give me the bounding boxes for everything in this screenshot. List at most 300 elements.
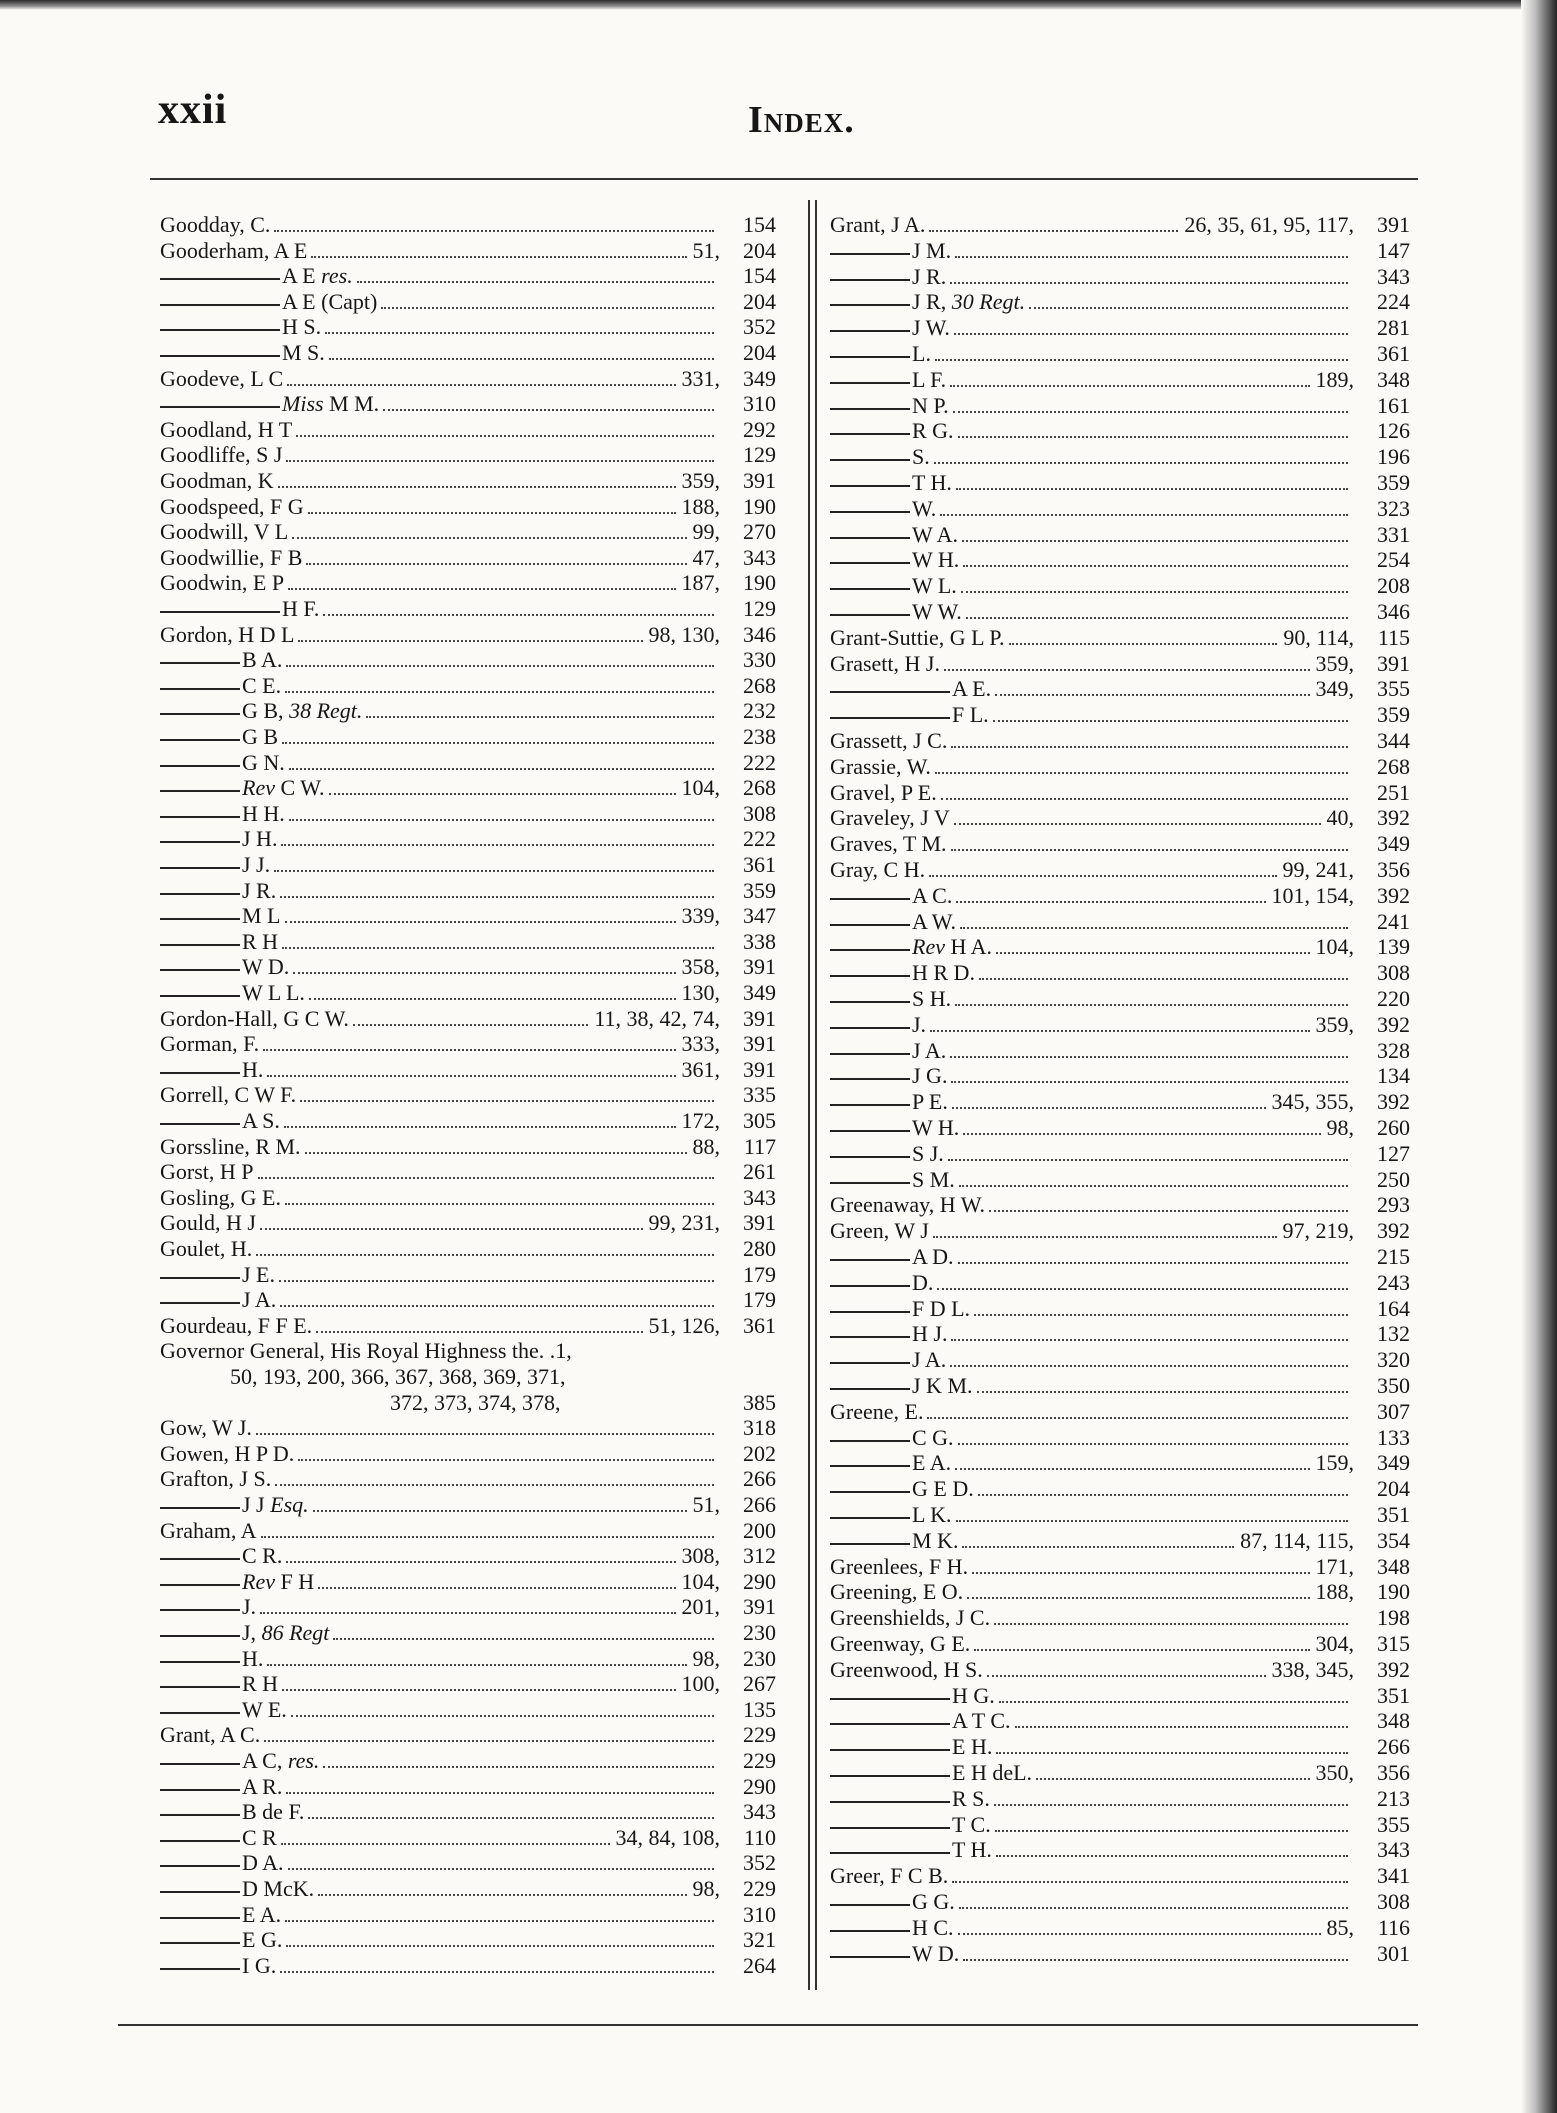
- dot-leader: [274, 230, 714, 232]
- index-entry: [160, 1338, 776, 1364]
- page-ref: 343: [1377, 263, 1410, 289]
- dot-leader: [953, 411, 1348, 413]
- entry-name: Greenway, G E.: [830, 1631, 971, 1656]
- entry-name: T C.: [952, 1811, 991, 1837]
- dot-leader: [999, 1701, 1348, 1703]
- dot-leader: [260, 1612, 675, 1614]
- continuation-dash: [830, 588, 910, 590]
- entry-name: E H.: [952, 1734, 993, 1760]
- entry-name: A E (Capt): [282, 288, 378, 314]
- entry-refs: 90, 114,: [1283, 624, 1354, 650]
- entry-name: Goodwillie, F B: [160, 544, 303, 570]
- entry-name: B A.: [242, 647, 283, 673]
- entry-name: Grasett, H J.: [830, 650, 940, 676]
- index-entry: [830, 341, 1410, 367]
- entry-refs: 172,: [681, 1108, 720, 1133]
- continuation-dash: [160, 1917, 240, 1919]
- dot-leader: [286, 665, 714, 667]
- entry-refs: 338, 345,: [1271, 1656, 1354, 1682]
- page-ref: 127: [1377, 1140, 1410, 1166]
- dot-leader: [978, 1494, 1348, 1496]
- page-ref: 196: [1377, 444, 1410, 470]
- page-ref: 385: [743, 1389, 776, 1415]
- entry-refs: 104,: [1315, 934, 1354, 960]
- dot-leader: [966, 617, 1348, 619]
- entry-name: Greenwood, H S.: [830, 1656, 983, 1682]
- dot-leader: [285, 921, 676, 923]
- page-ref: 147: [1377, 237, 1410, 263]
- entry-refs: 47,: [692, 544, 720, 570]
- continuation-dash: [830, 898, 910, 900]
- entry-name: H.: [242, 1645, 264, 1671]
- dot-leader: [951, 1339, 1348, 1341]
- entry-refs: 359,: [1315, 1011, 1354, 1037]
- index-entry: [160, 1799, 776, 1825]
- page-ref: 270: [743, 519, 776, 545]
- dot-leader: [941, 798, 1348, 800]
- entry-name: Gorman, F.: [160, 1031, 260, 1057]
- entry-name: A R.: [242, 1773, 283, 1799]
- continuation-dash: [160, 1277, 240, 1279]
- index-entry: [830, 1038, 1410, 1064]
- dot-leader: [955, 1468, 1309, 1470]
- page-ref: 356: [1377, 857, 1410, 882]
- index-entry: [160, 545, 776, 571]
- page-ref: 343: [743, 1184, 776, 1210]
- dot-leader: [318, 1587, 675, 1589]
- dot-leader: [286, 1945, 714, 1947]
- page-ref: 346: [1377, 599, 1410, 624]
- continuation-dash: [160, 1072, 240, 1074]
- continuation-dash: [830, 304, 910, 306]
- dot-leader: [311, 256, 686, 258]
- dot-leader: [291, 1715, 714, 1717]
- dot-leader: [994, 1804, 1348, 1806]
- page-ref: 361: [743, 852, 776, 877]
- entry-name: Grant, J A.: [830, 212, 926, 237]
- index-entry: [830, 547, 1410, 573]
- dot-leader: [292, 537, 686, 539]
- index-entry: [830, 651, 1410, 677]
- page-ref: 328: [1377, 1037, 1410, 1063]
- continuation-dash: [160, 1661, 240, 1663]
- page-ref: 204: [743, 237, 776, 263]
- page-ref: 359: [1377, 702, 1410, 728]
- continuation-dash: [830, 614, 910, 616]
- entry-name: W H.: [912, 547, 960, 573]
- page-ref: 135: [743, 1696, 776, 1722]
- index-entry: [160, 212, 776, 238]
- page-ref: 229: [743, 1748, 776, 1773]
- index-entry: [830, 444, 1410, 470]
- dot-leader: [366, 716, 714, 718]
- entry-name: M S.: [282, 340, 325, 365]
- page-ref: 238: [743, 724, 776, 749]
- entry-name: H J.: [912, 1321, 948, 1347]
- entry-name: G N.: [242, 749, 285, 775]
- continuation-dash: [160, 662, 240, 664]
- entry-name: A C.: [912, 882, 953, 908]
- dot-leader: [323, 614, 714, 616]
- dot-leader: [937, 1288, 1348, 1290]
- dot-leader: [309, 998, 676, 1000]
- index-entry: [830, 1476, 1410, 1502]
- dot-leader: [282, 742, 714, 744]
- entry-name: W D.: [912, 1940, 960, 1966]
- entry-name: G E D.: [912, 1476, 974, 1502]
- continuation-dash: [830, 1388, 910, 1390]
- page-ref: 139: [1377, 934, 1410, 960]
- dot-leader: [940, 514, 1348, 516]
- index-entry: [830, 1863, 1410, 1889]
- continuation-dash: [160, 688, 240, 690]
- index-entry: [160, 1620, 776, 1646]
- continuation-dash: [830, 1311, 910, 1313]
- index-entry: [830, 1683, 1410, 1709]
- top-rule: [150, 178, 1418, 180]
- dot-leader: [286, 460, 714, 462]
- page-ref: 359: [743, 877, 776, 903]
- page-ref: 266: [743, 1466, 776, 1492]
- dot-leader: [958, 1933, 1321, 1935]
- page-ref: 254: [1377, 547, 1410, 573]
- left-index-column: [160, 212, 776, 1992]
- dot-leader: [930, 1030, 1309, 1032]
- entry-name: L F.: [912, 366, 947, 392]
- page-ref: 190: [743, 493, 776, 519]
- index-entry: [830, 470, 1410, 496]
- page-ref: 293: [1377, 1192, 1410, 1218]
- page-ref: 310: [743, 1901, 776, 1927]
- entry-name: P E.: [912, 1089, 948, 1115]
- dot-leader: [279, 1280, 714, 1282]
- dot-leader: [951, 1081, 1348, 1083]
- entry-name: J M.: [912, 237, 952, 263]
- index-entry: [830, 1812, 1410, 1838]
- dot-leader: [286, 1792, 714, 1794]
- index-entry: [160, 852, 776, 878]
- page-ref: 129: [743, 596, 776, 621]
- index-entry: [160, 1825, 776, 1851]
- entry-name: Goodspeed, F G: [160, 493, 304, 519]
- entry-name: A E res.: [282, 263, 353, 289]
- index-entry: [830, 1450, 1410, 1476]
- entry-name: Goodeve, L C: [160, 365, 284, 391]
- continuation-dash: [160, 893, 240, 895]
- page-ref: 361: [743, 1312, 776, 1338]
- dot-leader: [952, 1881, 1348, 1883]
- page-ref: 292: [743, 416, 776, 442]
- index-entry: [830, 1734, 1410, 1760]
- index-entry: [830, 960, 1410, 986]
- entry-name: J A.: [912, 1037, 947, 1063]
- continuation-dash: [160, 304, 280, 306]
- book-spine-shadow: [1521, 0, 1557, 2113]
- continuation-dash: [830, 1259, 910, 1261]
- continuation-dash: [830, 253, 910, 255]
- continuation-dash: [160, 1942, 240, 1944]
- page-ref: 290: [743, 1773, 776, 1799]
- continuation-dash: [830, 459, 910, 461]
- page-ref: 250: [1377, 1166, 1410, 1192]
- page-ref: 110: [743, 1824, 776, 1850]
- page-ref: 117: [743, 1133, 776, 1159]
- index-entry: [160, 1415, 776, 1441]
- dot-leader: [280, 896, 714, 898]
- index-entry: [830, 1244, 1410, 1270]
- bottom-rule: [118, 2024, 1418, 2026]
- entry-name: Graves, T M.: [830, 831, 947, 857]
- dot-leader: [264, 1740, 714, 1742]
- dot-leader: [293, 972, 675, 974]
- entry-name: J.: [242, 1594, 257, 1620]
- page-ref: 222: [743, 749, 776, 775]
- page-ref: 230: [743, 1645, 776, 1671]
- continuation-dash: [830, 382, 910, 384]
- dot-leader: [950, 282, 1348, 284]
- continuation-dash: [160, 1302, 240, 1304]
- page-ref: 391: [743, 468, 776, 493]
- page-ref: 355: [1377, 676, 1410, 702]
- dot-leader: [329, 358, 714, 360]
- entry-name: A C, res.: [242, 1748, 320, 1773]
- dot-leader: [935, 772, 1348, 774]
- entry-name: J.: [912, 1011, 927, 1037]
- dot-leader: [285, 1920, 714, 1922]
- entry-name: Miss M M.: [282, 391, 380, 417]
- index-entry: [830, 676, 1410, 702]
- page-ref: 338: [743, 928, 776, 954]
- index-entry: [830, 1141, 1410, 1167]
- index-entry: [830, 1347, 1410, 1373]
- dot-leader: [963, 565, 1348, 567]
- scan-edge: [0, 0, 1557, 10]
- page-ref: 241: [1377, 908, 1410, 934]
- index-entry: [160, 1953, 776, 1979]
- page-ref: 343: [1377, 1837, 1410, 1863]
- entry-name: Gow, W J.: [160, 1415, 252, 1441]
- entry-name: B de F.: [242, 1799, 305, 1825]
- index-entry: [830, 1296, 1410, 1322]
- page-ref: 347: [743, 903, 776, 929]
- page-ref: 348: [1377, 366, 1410, 392]
- entry-name: H H.: [242, 800, 285, 826]
- entry-name: R S.: [952, 1785, 990, 1811]
- entry-name: S M.: [912, 1166, 955, 1192]
- dot-leader: [260, 1228, 643, 1230]
- index-entry: [160, 1185, 776, 1211]
- continuation-dash: [830, 924, 910, 926]
- continuation-dash: [830, 1001, 910, 1003]
- index-entry: [830, 1760, 1410, 1786]
- page-ref: 204: [1377, 1476, 1410, 1502]
- page-ref: 321: [743, 1927, 776, 1953]
- entry-name: Goodliffe, S J: [160, 442, 283, 468]
- page-ref: 208: [1377, 573, 1410, 599]
- dot-leader: [950, 385, 1309, 387]
- page-ref: 215: [1377, 1244, 1410, 1269]
- dot-leader: [995, 1830, 1348, 1832]
- index-entry: [830, 805, 1410, 831]
- index-entry: [830, 1915, 1410, 1941]
- page-ref: 392: [1377, 1218, 1410, 1244]
- dot-leader: [952, 1107, 1266, 1109]
- dot-leader: [274, 870, 714, 872]
- dot-leader: [267, 1664, 686, 1666]
- index-entry: [830, 367, 1410, 393]
- page-ref: 352: [743, 314, 776, 340]
- entry-name: H C.: [912, 1914, 954, 1940]
- index-entry: [830, 1579, 1410, 1605]
- page-ref: 343: [743, 1799, 776, 1825]
- continuation-dash: [160, 355, 280, 357]
- page-ref: 355: [1377, 1811, 1410, 1837]
- dot-leader: [267, 1075, 675, 1077]
- index-entry: [830, 264, 1410, 290]
- entry-name: W D.: [242, 954, 290, 980]
- entry-name: J A.: [242, 1287, 277, 1313]
- entry-refs: 188,: [681, 493, 720, 519]
- index-entry: [830, 1605, 1410, 1631]
- index-entry: [830, 599, 1410, 625]
- page-ref: 361: [1377, 341, 1410, 366]
- dot-leader: [282, 1689, 675, 1691]
- continuation-dash: [830, 562, 910, 564]
- dot-leader: [298, 640, 642, 642]
- index-entry: [160, 1671, 776, 1697]
- continuation-dash: [160, 1891, 240, 1893]
- continuation-dash: [160, 739, 240, 741]
- entry-name: D McK.: [242, 1876, 315, 1901]
- page-ref: 264: [743, 1952, 776, 1978]
- continuation-dash: [830, 1156, 910, 1158]
- entry-name: J R.: [242, 877, 277, 903]
- index-entry: [830, 780, 1410, 806]
- index-entry: [830, 1115, 1410, 1141]
- dot-leader: [954, 823, 1321, 825]
- page-ref: 251: [1377, 779, 1410, 805]
- dot-leader: [261, 1536, 714, 1538]
- entry-name: Gorssline, R M.: [160, 1133, 301, 1159]
- page-ref: 352: [743, 1850, 776, 1876]
- page-ref: 266: [743, 1492, 776, 1517]
- page-ref: 315: [1377, 1631, 1410, 1656]
- entry-name: L K.: [912, 1502, 952, 1527]
- continuation-dash: [160, 329, 280, 331]
- dot-leader: [956, 488, 1348, 490]
- index-entry: [830, 883, 1410, 909]
- index-entry: [160, 1057, 776, 1083]
- page-ref: 312: [743, 1543, 776, 1569]
- index-entry: [830, 238, 1410, 264]
- entry-refs: 361,: [681, 1056, 720, 1082]
- index-entry: [160, 570, 776, 596]
- entry-name: Gooderham, A E: [160, 237, 308, 263]
- continuation-dash: [160, 867, 240, 869]
- continuation-dash: [160, 944, 240, 946]
- dot-leader: [951, 849, 1348, 851]
- index-entry: [830, 1554, 1410, 1580]
- index-entry: [160, 417, 776, 443]
- dot-leader: [323, 1766, 714, 1768]
- dot-leader: [305, 1152, 687, 1154]
- dot-leader: [285, 691, 714, 693]
- entry-name: E A.: [912, 1450, 952, 1476]
- dot-leader: [963, 1959, 1348, 1961]
- continuation-dash: [160, 1635, 240, 1637]
- page-ref: 392: [1377, 1011, 1410, 1037]
- continuation-dash: [160, 1123, 240, 1125]
- dot-leader: [288, 1868, 714, 1870]
- page-ref: 391: [743, 1210, 776, 1236]
- entry-name: T H.: [952, 1837, 992, 1863]
- entry-name: D A.: [242, 1850, 284, 1876]
- page-ref: 190: [743, 570, 776, 596]
- entry-refs: 51,: [692, 1492, 720, 1517]
- entry-refs: 98,: [1326, 1115, 1354, 1140]
- dot-leader: [298, 1459, 714, 1461]
- entry-name: W.: [912, 495, 937, 521]
- continuation-dash: [160, 918, 240, 920]
- dot-leader: [284, 1126, 676, 1128]
- page-ref: 392: [1377, 1656, 1410, 1682]
- page-ref: 346: [743, 621, 776, 647]
- index-entry: [160, 1108, 776, 1134]
- entry-name: F L.: [952, 702, 989, 728]
- entry-name: Goodwin, E P: [160, 570, 285, 596]
- entry-name: Greening, E O.: [830, 1579, 964, 1605]
- entry-refs: 34, 84, 108,: [615, 1824, 720, 1850]
- page-ref: 198: [1377, 1605, 1410, 1631]
- index-entry: [830, 1399, 1410, 1425]
- continuation-dash: [830, 330, 910, 332]
- continuation-dash: [830, 1543, 910, 1545]
- entry-refs: 11, 38, 42, 74,: [594, 1005, 720, 1031]
- page-ref: 154: [743, 263, 776, 289]
- index-entry: [830, 702, 1410, 728]
- index-entry: [830, 1063, 1410, 1089]
- entry-name: E H deL.: [952, 1760, 1033, 1785]
- continuation-dash: [830, 1104, 910, 1106]
- index-entry: [160, 1031, 776, 1057]
- entry-name: A T C.: [952, 1708, 1011, 1734]
- index-entry: [830, 728, 1410, 754]
- entry-name: M K.: [912, 1527, 959, 1553]
- entry-name: J K M.: [912, 1373, 973, 1398]
- index-entry: [160, 878, 776, 904]
- page-ref: 349: [1377, 1450, 1410, 1476]
- entry-name: Green, W J: [830, 1218, 929, 1244]
- continuation-dash: [830, 691, 950, 693]
- entry-name: C E.: [242, 672, 282, 698]
- continuation-dash: [830, 1749, 950, 1751]
- dot-leader: [950, 1365, 1348, 1367]
- index-entry: [160, 1441, 776, 1467]
- dot-leader: [994, 1623, 1348, 1625]
- entry-refs: 345, 355,: [1271, 1089, 1354, 1115]
- dot-leader: [287, 384, 675, 386]
- entry-name: Goodwill, V L: [160, 519, 289, 545]
- dot-leader: [967, 1597, 1309, 1599]
- index-entry: [830, 496, 1410, 522]
- entry-name: R H: [242, 928, 279, 954]
- index-entry: [160, 442, 776, 468]
- page-ref: 391: [1377, 212, 1410, 237]
- index-entry: [160, 1543, 776, 1569]
- dot-leader: [316, 1331, 642, 1333]
- page-ref: 161: [1377, 392, 1410, 418]
- page-ref: 351: [1377, 1502, 1410, 1527]
